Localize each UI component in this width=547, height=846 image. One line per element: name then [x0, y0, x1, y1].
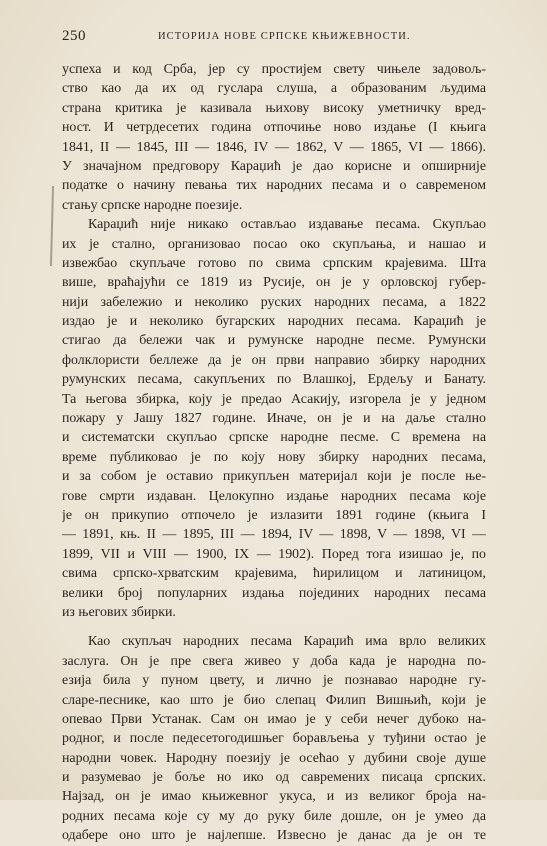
body-text — [62, 60, 486, 846]
running-title: ИСТОРИЈА НОВЕ СРПСКЕ КЊИЖЕВНОСТИ. — [158, 31, 411, 42]
text-line: 1841, II — 1845, III — 1846, IV — 1862, V — 1865, VI — 1866). — [62, 139, 486, 155]
text-line: одабере оно што је најлепше. Извесно је данас да је он те — [62, 828, 486, 844]
text-line: их је стално, организовао посао око скупљања, и нашао и — [62, 236, 486, 252]
text-line: издао је и неколико бугарских народних песама. Караџић је — [62, 314, 486, 330]
text-line: 1899, VII и VIII — 1900, IX — 1902). Поред тога изишао је, по — [62, 546, 486, 562]
text-line: народни човек. Народну поезију је осећао у дубини своје душе — [62, 750, 486, 766]
text-line: велики број популарних издања појединих народних песама — [62, 585, 486, 601]
paragraph-gap — [62, 622, 486, 632]
text-line: и систематски скупљао српске народне песме. С времена на — [62, 430, 486, 446]
text-line: У значајном предговору Караџић је дао корисне и опширније — [62, 158, 486, 174]
text-line: пожару у Јашу 1827 године. Иначе, он је и на даље стално — [62, 411, 486, 427]
text-line: Као скупљач народних песама Караџић има врло великих — [88, 634, 486, 650]
page-number: 250 — [62, 28, 86, 44]
text-line: опевао Први Устанак. Сам он имао је у себи нечег дубоко на- — [62, 711, 486, 727]
page-header — [62, 28, 486, 48]
text-line: страна критика је казивала њихову високу уметничку вред- — [62, 100, 486, 116]
text-line: и разумевао је боље но ико од савремених писаца српских. — [62, 770, 486, 786]
text-line: више, враћајући се 1819 из Русије, он је у орловској губер- — [62, 275, 486, 291]
text-line: Караџић није никако остављао издавање песама. Скупљао — [88, 217, 486, 233]
text-line: је он прикупио отпочело је излазити 1891 године (књига I — [62, 507, 486, 523]
text-line: Та његова збирка, коју је предао Асакију, изгорела је у једном — [62, 391, 486, 407]
text-line: ство као да их од гуслара слуша, а образованим људима — [62, 81, 486, 97]
text-line: свима српско-хрватским крајевима, ћирилицом и латиницом, — [62, 566, 486, 582]
text-line: сларе-песнике, као што је био слепац Филип Вишњић, који је — [62, 692, 486, 708]
text-line: фолклористи беллеже да је он први направио збирку народних — [62, 352, 486, 368]
text-line: стању српске народне поезије. — [62, 197, 243, 213]
text-line: родних песама које су му до руку биле дошле, он је умео да — [62, 808, 486, 824]
text-line: езија била у пуном цвету, и лично је познавао народне гу- — [62, 673, 486, 689]
text-line: румунских песама, сакупљених по Влашкој, Ердељу и Банату. — [62, 372, 486, 388]
text-line: из његових збирки. — [62, 604, 176, 620]
text-line: — 1891, књ. II — 1895, III — 1894, IV — 1898, V — 1898, VI — — [62, 527, 486, 543]
text-line: стигао да бележи чак и румунске народне песме. Румунски — [62, 333, 486, 349]
text-line: Најзад, он је имао књижевног укуса, и из великог броја на- — [62, 789, 486, 805]
text-line: извежбао скупљаче готово по свима српским крајевима. Шта — [62, 255, 486, 271]
text-line: заслуга. Он је пре свега живео у доба када је народна по- — [62, 653, 486, 669]
text-line: родног, и после педесетогодишњег бoрављења у туђини остао је — [62, 731, 486, 747]
text-line: нији забележио и неколико руских народних песама, а 1822 — [62, 294, 486, 310]
text-line: и за собом је оставио прикупљен материјал који је после ње- — [62, 469, 486, 485]
text-line: гове смрти издаван. Целокупно издање народних песама које — [62, 488, 486, 504]
text-line: успеха и код Срба, јер су простијем свету чињеле задовољ- — [62, 62, 486, 77]
pencil-margin-mark — [50, 186, 54, 266]
text-line: ност. И четрдесетих година отпочиње ново издање (I књига — [62, 120, 486, 136]
text-line: податке о начину певања тих народних песама и о савременом — [62, 178, 486, 194]
text-line: време публиковао је по коју нову збирку народних песама, — [62, 449, 486, 465]
